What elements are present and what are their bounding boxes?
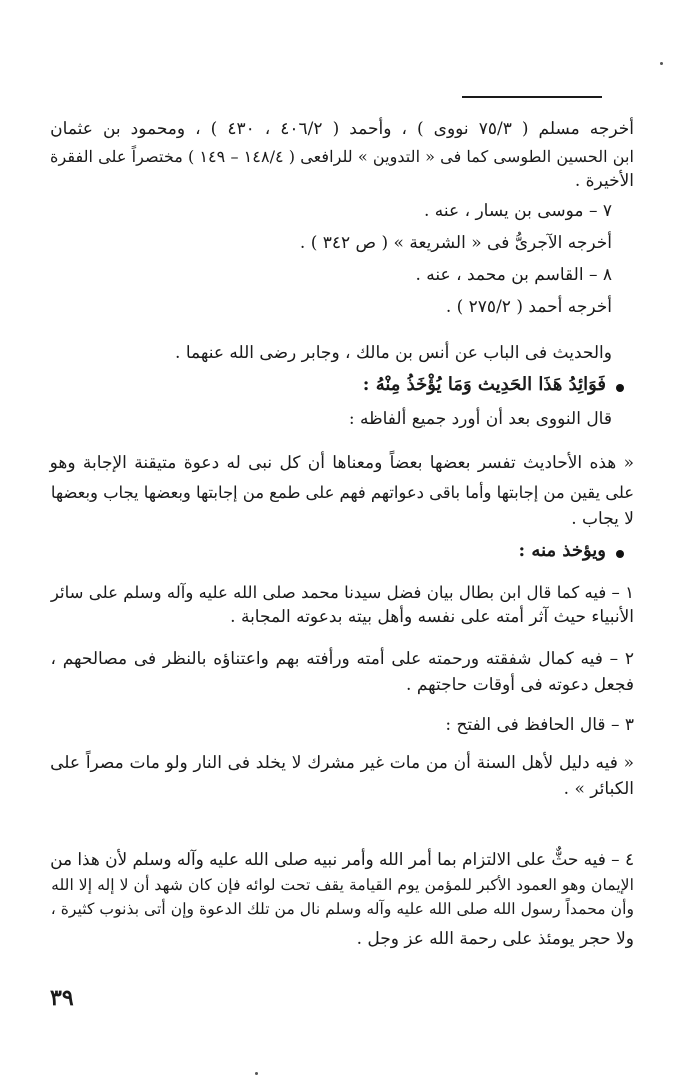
- page-number: ٣٩: [50, 985, 74, 1011]
- text-line: الأنبياء حيث آثر أمته على نفسه وأهل بيته بدعوته المجابة .: [230, 607, 634, 627]
- text-line: ابن الحسين الطوسى كما فى « التدوين » للرافعى ( ١٤٨/٤ – ١٤٩ ) مختصراً على الفقرة: [50, 147, 634, 166]
- text-line: أخرجه مسلم ( ٧٥/٣ نووى ) ، وأحمد ( ٤٠٦/٢ ، ٤٣٠ ) ، ومحمود بن عثمان: [50, 119, 634, 139]
- quote-line: لا يجاب .: [571, 509, 634, 529]
- footnote-rule: [462, 96, 602, 98]
- quote-line: « هذه الأحاديث تفسر بعضها بعضاً ومعناها أن كل نبى له دعوة متيقنة الإجابة وهو: [49, 453, 634, 473]
- text-line: قال النووى بعد أن أورد جميع ألفاظه :: [348, 409, 612, 429]
- text-line: والحديث فى الباب عن أنس بن مالك ، وجابر رضى الله عنهما .: [175, 343, 612, 363]
- numbered-item: ٤ – فيه حثٌّ على الالتزام بما أمر الله وأمر نبيه صلى الله عليه وآله وسلم لأن هذا من: [50, 849, 634, 869]
- scan-speck: [255, 1072, 258, 1075]
- quote-line: على يقين من إجابتها وأما باقى دعواتهم فهم على طمع من إجابتها وبعضها يجاب وبعضها: [50, 483, 634, 502]
- section-heading: ويؤخذ منه :: [518, 540, 606, 561]
- scan-speck: [660, 62, 663, 65]
- quote-line: الكبائر » .: [563, 779, 634, 799]
- quote-line: « فيه دليل لأهل السنة أن من مات غير مشرك لا يخلد فى النار ولو مات مصراً على: [50, 753, 634, 773]
- text-line: فجعل دعوته فى أوقات حاجتهم .: [406, 675, 634, 695]
- numbered-item: ١ – فيه كما قال ابن بطال بيان فضل سيدنا محمد صلى الله عليه وآله وسلم على سائر: [50, 583, 634, 602]
- numbered-item: ٢ – فيه كمال شفقته ورحمته على أمته ورأفته بهم واعتناؤه بالنظر فى مصالحهم ،: [50, 649, 634, 669]
- bullet-icon: [616, 384, 624, 392]
- text-line: أخرجه الآجرىُّ فى « الشريعة » ( ص ٣٤٢ ) .: [299, 233, 612, 253]
- text-line: أخرجه أحمد ( ٢٧٥/٢ ) .: [445, 297, 612, 317]
- section-heading: فَوَائِدُ هَذَا الحَدِيث وَمَا يُؤْخَذُ مِنْهُ :: [362, 374, 606, 395]
- numbered-item: ٣ – قال الحافظ فى الفتح :: [445, 715, 634, 735]
- text-line: وأن محمداً رسول الله صلى الله عليه وآله وسلم نال من تلك الدعوة وإن أتى بذنوب كثيرة ،: [50, 899, 634, 918]
- text-line: ٨ – القاسم بن محمد ، عنه .: [415, 265, 612, 285]
- text-line: ولا حجر يومئذ على رحمة الله عز وجل .: [356, 929, 634, 949]
- text-line: الإيمان وهو العمود الأكبر للمؤمن يوم القيامة يقف تحت لوائه فإن كان شهد أن لا إله إلا الله: [51, 875, 634, 894]
- bullet-icon: [616, 550, 624, 558]
- text-line: ٧ – موسى بن يسار ، عنه .: [423, 201, 612, 221]
- text-line: الأخيرة .: [574, 171, 634, 191]
